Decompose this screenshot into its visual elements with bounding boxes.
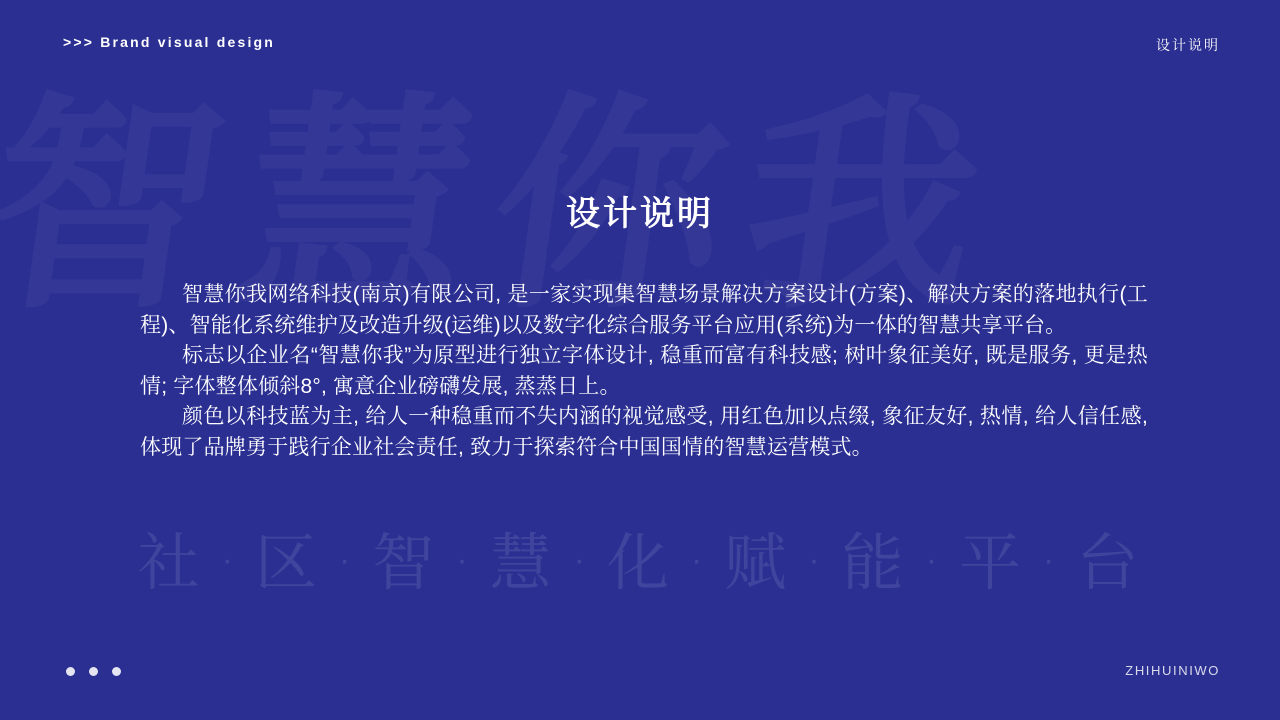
watermark-separator: · xyxy=(808,541,824,579)
watermark-separator: · xyxy=(691,541,707,579)
watermark-separator: · xyxy=(925,541,942,579)
watermark-char: 慧 xyxy=(489,529,556,598)
body-paragraph-1: 智慧你我网络科技(南京)有限公司, 是一家实现集智慧场景解决方案设计(方案)、解决方案的落地执行(工程)、智能化系统维护及改造升级(运维)以及数字化综合服务平台应用(系统)为一体的智慧共享平台。 xyxy=(140,283,1148,337)
watermark-char: 平 xyxy=(959,529,1026,598)
pagination-dot-icon[interactable] xyxy=(112,667,121,676)
slide-header xyxy=(0,34,1280,62)
body-paragraph-3: 颜色以科技蓝为主, 给人一种稳重而不失内涵的视觉感受, 用红色加以点缀, 象征友好, 热情, 给人信任感, 体现了品牌勇于践行企业社会责任, 致力于探索符合中国国情的智慧运营模式。 xyxy=(140,405,1148,459)
section-label: 设计说明 xyxy=(1156,37,1220,53)
watermark-char: 智 xyxy=(372,529,439,598)
pagination-dots[interactable] xyxy=(66,667,121,676)
watermark-separator: · xyxy=(221,541,237,579)
watermark-char: 能 xyxy=(841,529,908,598)
body-paragraph-2: 标志以企业名“智慧你我”为原型进行独立字体设计, 稳重而富有科技感; 树叶象征美好, 既是服务, 更是热情; 字体整体倾斜8°, 寓意企业磅礴发展, 蒸蒸日上。 xyxy=(140,344,1148,398)
watermark-char: 区 xyxy=(254,529,321,598)
watermark-char: 赋 xyxy=(724,529,791,598)
footer-brand-mark: ZHIHUINIWO xyxy=(1125,663,1220,678)
page-title: 设计说明 xyxy=(566,196,714,233)
watermark-separator: · xyxy=(338,541,355,579)
pagination-dot-icon[interactable] xyxy=(66,667,75,676)
watermark-char: 社 xyxy=(137,529,204,598)
watermark-char: 化 xyxy=(606,529,673,598)
watermark-char: 台 xyxy=(1076,529,1143,598)
watermark-separator: · xyxy=(456,541,472,579)
brand-label: >>> Brand visual design xyxy=(63,34,276,50)
watermark-tagline xyxy=(0,528,1280,600)
pagination-dot-icon[interactable] xyxy=(89,667,98,676)
body-copy xyxy=(140,280,1148,463)
watermark-separator: · xyxy=(1043,541,1059,579)
watermark-separator: · xyxy=(573,541,589,579)
